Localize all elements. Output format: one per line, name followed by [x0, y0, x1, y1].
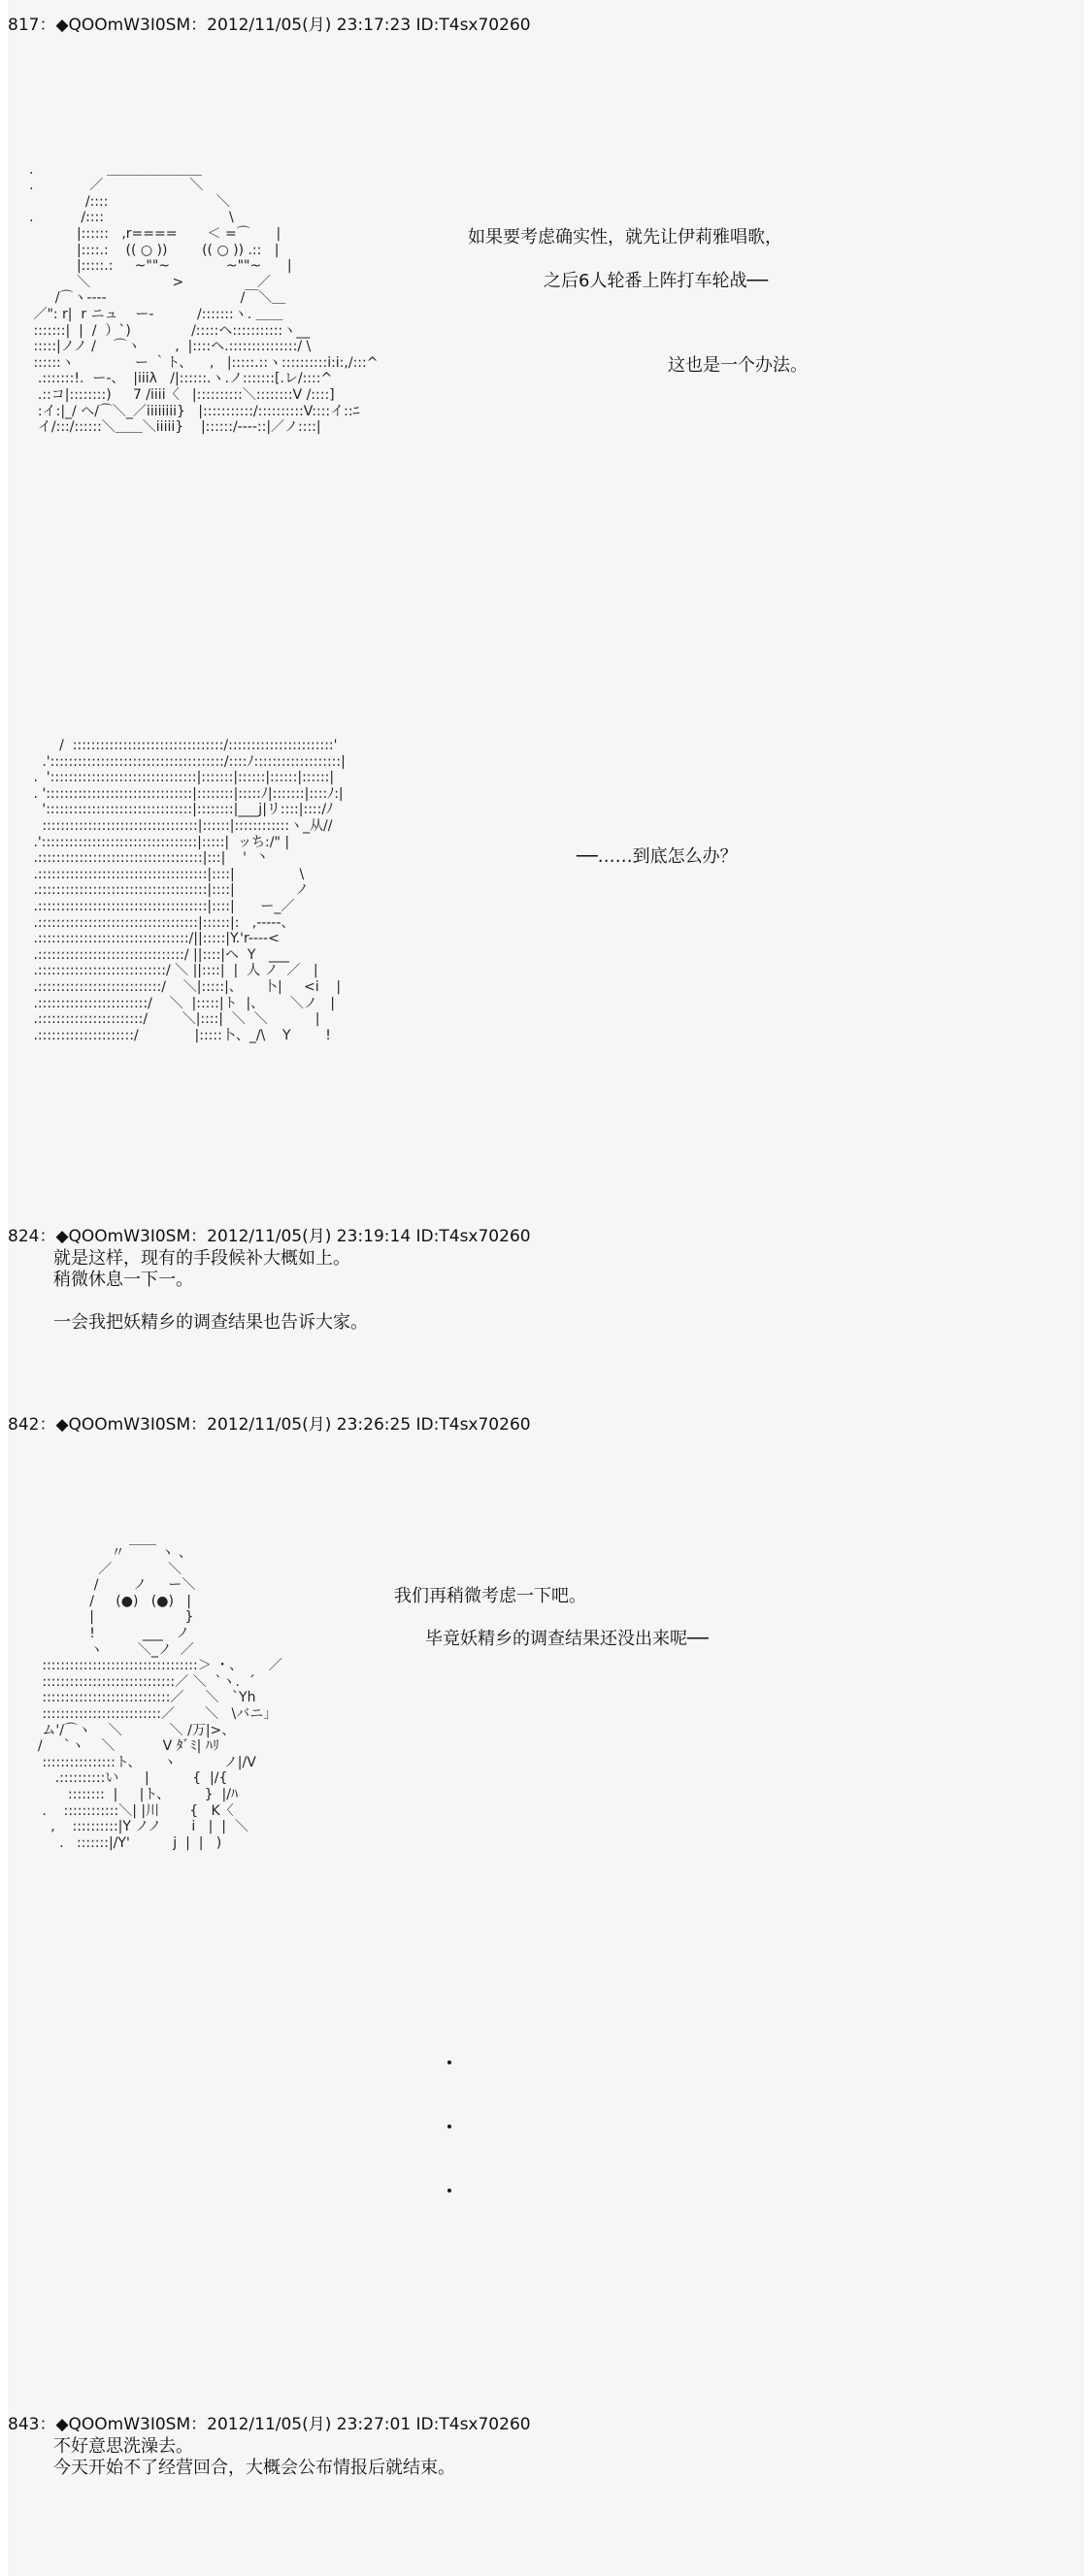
post-header-824: 824：◆QOOmW3I0SM：2012/11/05(月) 23:19:14 ID:T4sx70260	[8, 1227, 531, 1246]
post-header-843: 843：◆QOOmW3I0SM：2012/11/05(月) 23:27:01 ID:T4sx70260	[8, 2415, 531, 2434]
post-body-line: 不好意思洗澡去。	[53, 2436, 193, 2457]
dialogue-line: 这也是一个办法。	[668, 355, 808, 376]
dialogue-line: 毕竟妖精乡的调查结果还没出来呢──	[425, 1629, 709, 1649]
ascii-art-character-2: / :::::::::::::::::::::::::::::::::/:::::::::::::::::::::::' .'::::::::::::::::::::::::::::::::::::::/::::ﾉ:::::::::::::::::::| . '::::::::::::::::::::::::::::::::|:::::::|::::::|::::::|::::::| . '::::::::::::::::::::::::::::::::|::::::::|:::::ﾉ|:::::::|::::ﾉ:| '::::::::::::::::::::::::::::::::|::::::::|___j|リ::::|::::/ﾉ ::::::::::::::::::::::::::::::::::|::::::|::::::::::::ヽ_从// .'::::::::::::::::::::::::::::::::::|:::::| ッち:/" | .::::::::::::::::::::::::::::::::::::|:::| ' 丶 .:::::::::::::::::::::::::::::::::::::|::::| \ .:::::::::::::::::::::::::::::::::::::|::::| ノ .:::::::::::::::::::::::::::::::::::::|::::| ー_／ .:::::::::::::::::::::::::::::::::::|::::::|: ,-‐‐‐‐、 .:::::::::::::::::::::::::::::::::/||:::::|Y.'r-‐‐‐< .::::::::::::::::::::::::::::::::/ ||::::|ヘ Y ___ .::::::::::::::::::::::::::::/ ＼ ||::::| | 人 ノ ／ | .:::::::::::::::::::::::::::/ ＼|:::::|、 卜| <i | .::::::::::::::::::::::::/ ＼ |:::::|ト |、 ＼ノ | .:::::::::::::::::::::::/ ＼|::::| ＼ ＼ | .:::::::::::::::::::::/ |:::::卜、_/\ Y !	[33, 738, 346, 1043]
ascii-art-character-1: . ＿＿＿＿＿＿＿ . ／ ＼ /:::: ＼ . /:::: \ |:::::: ,r==== ＜ =⌒ | |::::.: (( ○ )) (( ○ )) .:: | |:::::.: ~""~ ~""~ | ＼ > ／ /⌒ヽ--‐‐ /￣＼＿ ／": r| r ニュ ー- /:::::::ヽ. ＿＿ :::::::| | / ）`) /:::::ヘ:::::::::::ヽ__ :::::|ノノ / ⌒ヽ , |::::ヘ.:::::::::::::::/ \ ::::::ヽ ー ｀ト、 , |:::::.::ヽ::::::::::i:i:,/:::^ .:::::::!. ー-、 |iiiλ /|::::::.ヽ.ノ:::::::[.レ/::::^ .::コ|::::::::) 7 /iiii〈 |::::::::::＼::::::::V /::::] :イ:|_/ へ/⌒＼_／iiiiiiii} |:::::::::::/::::::::::V::::イ::ﾆ イ/:::/::::::＼＿＿＼iiiii} |::::::/‐‐‐‐::|／ノ::::|	[29, 161, 379, 436]
post-body-line: 就是这样，现有的手段候补大概如上。	[53, 1248, 350, 1269]
post-body-line: 一会我把妖精乡的调查结果也告诉大家。	[53, 1312, 368, 1333]
separator-dot: ・	[441, 2054, 458, 2074]
separator-dot: ・	[441, 2118, 458, 2138]
post-body-line: 今天开始不了经营回合，大概会公布情报后就结束。	[53, 2458, 455, 2478]
post-header-842: 842：◆QOOmW3I0SM：2012/11/05(月) 23:26:25 ID:T4sx70260	[8, 1415, 531, 1435]
dialogue-line: 我们再稍微考虑一下吧。	[394, 1586, 586, 1606]
dialogue-line: 之后6人轮番上阵打车轮战──	[544, 271, 769, 291]
thread-page	[8, 0, 1084, 2576]
post-body-line: 稍微休息一下一。	[53, 1270, 193, 1290]
ascii-art-character-3: 〃 ￣￣ ヽ 、 ／ ＼ / ノ ー＼ / (●) (●) | | } ! ___ ノ ヽ ＼_ノ ／ ::::::::::::::::::::::::::::::::::＞ ・、 ／ :::::::::::::::::::::::::::::／ ＼ `ヽ. ´ ::::::::::::::::::::::::::::／ ＼ `Yh ::::::::::::::::::::::::::／ ＼ \バニ」 ム'/⌒ヽ ＼ ＼ /万|>、 / `ヽ ＼ V ﾀﾞﾐ| ﾊﾘ ::::::::::::::::ト、 ヽ ノ|/V .::::::::::い | { |/{ :::::::: | |ト、 } |/ﾊ . ::::::::::::＼| |川 { K〈 , ::::::::::|Y ノノ i | | ＼ . :::::::|/Y' j | | )	[37, 1545, 282, 1851]
separator-dot: ・	[441, 2182, 458, 2202]
post-header-817: 817：◆QOOmW3I0SM：2012/11/05(月) 23:17:23 ID:T4sx70260	[8, 16, 531, 35]
dialogue-line: ──……到底怎么办？	[577, 846, 738, 867]
dialogue-line: 如果要考虑确实性，就先让伊莉雅唱歌，	[468, 227, 782, 248]
